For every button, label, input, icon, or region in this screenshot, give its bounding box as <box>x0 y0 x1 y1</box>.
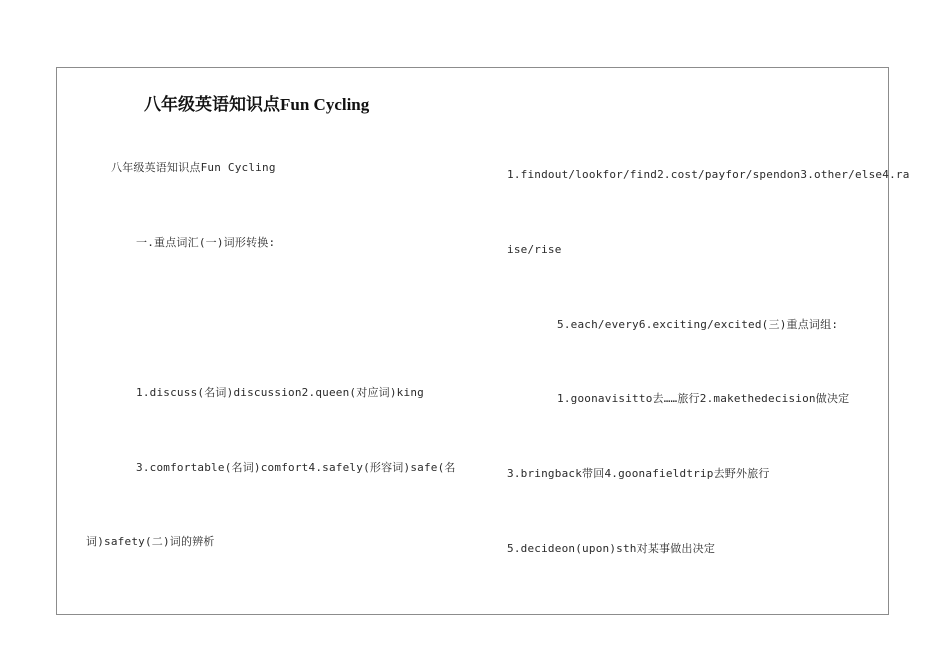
left-line-section-heading: 一.重点词汇(一)词形转换: <box>136 236 276 249</box>
document-title: 八年级英语知识点Fun Cycling <box>144 95 370 114</box>
right-line-1: 1.findout/lookfor/find2.cost/payfor/spendon3.other/else4.ra <box>507 168 910 181</box>
right-line-4: 1.goonavisitto去……旅行2.makethedecision做决定 <box>557 392 850 405</box>
document-page-frame <box>56 67 889 615</box>
right-line-2: ise/rise <box>507 243 562 256</box>
right-line-5: 3.bringback带回4.goonafieldtrip去野外旅行 <box>507 467 770 480</box>
right-line-3: 5.each/every6.exciting/excited(三)重点词组: <box>557 318 839 331</box>
left-line-vocab-1: 1.discuss(名词)discussion2.queen(对应词)king <box>136 386 424 399</box>
right-line-6: 5.decideon(upon)sth对某事做出决定 <box>507 542 716 555</box>
left-line-vocab-2: 3.comfortable(名词)comfort4.safely(形容词)safe(名 <box>136 461 456 474</box>
left-line-vocab-3: 词)safety(二)词的辨析 <box>86 535 215 548</box>
left-line-subtitle: 八年级英语知识点Fun Cycling <box>111 161 276 174</box>
